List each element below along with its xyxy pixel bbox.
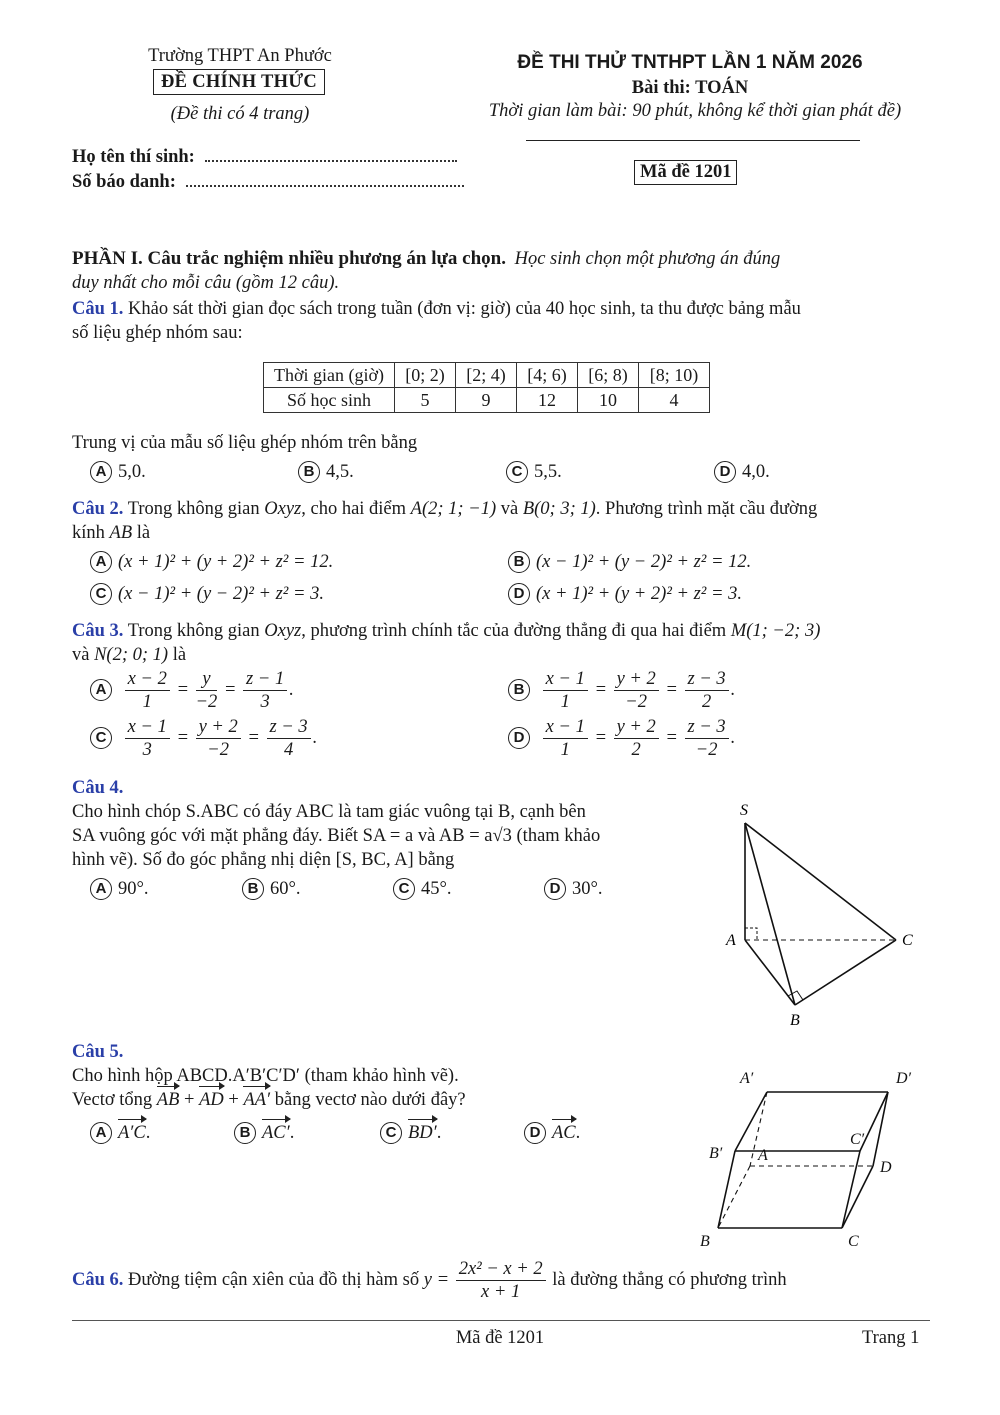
table-cell: 10 xyxy=(578,388,639,413)
q5-option-a[interactable]: A A′C. xyxy=(90,1121,150,1145)
table-cell: [2; 4) xyxy=(456,363,517,388)
footer-rule xyxy=(72,1320,930,1321)
q3-option-a[interactable]: A $\frac{x - 2}{1}$ = $\frac{y}{-2}$ = $\frac{z - 1}{3}$ . xyxy=(90,668,294,713)
part1-heading: PHẦN I. Câu trắc nghiệm nhiều phương án lựa chọn. Học sinh chọn một phương án đúng xyxy=(72,248,781,269)
student-name-field[interactable] xyxy=(205,160,457,162)
q2-option-a[interactable]: A (x + 1)² + (y + 2)² + z² = 12. xyxy=(90,550,333,574)
right-angle-a xyxy=(745,928,757,940)
pages-note: (Đề thi có 4 trang) xyxy=(170,104,310,124)
exam-subject: Bài thi: TOÁN xyxy=(631,78,749,98)
table-cell: [8; 10) xyxy=(639,363,710,388)
table-cell: [6; 8) xyxy=(578,363,639,388)
question-3: Câu 3. Trong không gian Oxyz, phương trình chính tắc của đường thẳng đi qua hai điểm M(1; −2; 3) và N(2; 0; 1) là xyxy=(72,621,821,665)
q5-option-b[interactable]: B AC′. xyxy=(234,1121,294,1145)
label-b: B xyxy=(790,1012,800,1029)
q3-option-d[interactable]: D $\frac{x - 1}{1}$ = $\frac{y + 2}{2}$ = $\frac{z - 3}{-2}$ . xyxy=(508,716,735,761)
q4-option-a[interactable]: A 90°. xyxy=(90,877,149,901)
q2-option-c[interactable]: C (x − 1)² + (y − 2)² + z² = 3. xyxy=(90,582,324,606)
q4-option-c[interactable]: C 45°. xyxy=(393,877,452,901)
q5-option-c[interactable]: C BD′. xyxy=(380,1121,441,1145)
table-cell: 9 xyxy=(456,388,517,413)
question-2: Câu 2. Trong không gian Oxyz, cho hai điểm A(2; 1; −1) và B(0; 3; 1). Phương trình mặt cầu đường kính AB là xyxy=(72,499,818,543)
student-name-row: Họ tên thí sinh: xyxy=(72,147,457,168)
table-cell: 4 xyxy=(639,388,710,413)
table-cell: [4; 6) xyxy=(517,363,578,388)
edge-bc xyxy=(795,940,896,1005)
question-4: Cho hình chóp S.ABC có đáy ABC là tam giác vuông tại B, cạnh bên SA vuông góc với mặt phẳng đáy. Biết SA = a và AB = a√3 (tham khảo hình vẽ). Số đo góc phẳng nhị diện [S, BC, A] bằng xyxy=(72,802,601,870)
table-header: Số học sinh xyxy=(264,388,395,413)
label-c: C xyxy=(902,932,913,949)
pyramid-figure xyxy=(700,795,940,1035)
question-1: Câu 1. Khảo sát thời gian đọc sách trong tuần (đơn vị: giờ) của 40 học sinh, ta thu được bảng mẫu số liệu ghép nhóm sau: xyxy=(72,299,801,343)
label-c: C xyxy=(848,1233,859,1250)
label-a: A xyxy=(758,1147,768,1164)
student-id-field[interactable] xyxy=(186,185,464,187)
q2-option-d[interactable]: D (x + 1)² + (y + 2)² + z² = 3. xyxy=(508,582,742,606)
question-4-label: Câu 4. xyxy=(72,778,124,798)
q1-question: Trung vị của mẫu số liệu ghép nhóm trên bằng xyxy=(72,433,418,453)
table-header: Thời gian (giờ) xyxy=(264,363,395,388)
label-b: B xyxy=(700,1233,710,1250)
table-cell: 12 xyxy=(517,388,578,413)
label-b-prime: B′ xyxy=(709,1145,723,1162)
question-5: Cho hình hộp ABCD.A′B′C′D′ (tham khảo hình vẽ). Vectơ tổng AB + AD + AA′ bằng vectơ nào dưới đây? xyxy=(72,1066,466,1110)
q1-option-b[interactable]: B 4,5. xyxy=(298,460,354,484)
table-cell: 5 xyxy=(395,388,456,413)
question-5-label: Câu 5. xyxy=(72,1042,124,1062)
label-a: A xyxy=(726,932,736,949)
school-name: Trường THPT An Phước xyxy=(148,46,332,66)
q4-option-d[interactable]: D 30°. xyxy=(544,877,603,901)
q1-option-d[interactable]: D 4,0. xyxy=(714,460,770,484)
label-d: D xyxy=(880,1159,892,1176)
q2-option-b[interactable]: B (x − 1)² + (y − 2)² + z² = 12. xyxy=(508,550,751,574)
question-6: Câu 6. Đường tiệm cận xiên của đồ thị hàm số y = $\frac{\text{2x² − x + 2}}{x + 1}$ là đường thẳng có phương trình xyxy=(72,1259,787,1302)
part1-instructions: duy nhất cho mỗi câu (gồm 12 câu). xyxy=(72,273,340,293)
footer-page-number: Trang 1 xyxy=(862,1328,920,1348)
q1-option-a[interactable]: A 5,0. xyxy=(90,460,146,484)
exam-title: ĐỀ THI THỬ TNTHPT LẦN 1 NĂM 2026 xyxy=(517,52,863,73)
edge-sb xyxy=(745,823,795,1005)
q3-option-c[interactable]: C $\frac{x - 1}{3}$ = $\frac{y + 2}{-2}$ = $\frac{z - 3}{4}$ . xyxy=(90,716,317,761)
label-d-prime: D′ xyxy=(896,1070,912,1087)
label-a-prime: A′ xyxy=(740,1070,754,1087)
label-s: S xyxy=(740,802,748,819)
official-badge: ĐỀ CHÍNH THỨC xyxy=(146,72,332,93)
label-c-prime: C′ xyxy=(850,1131,865,1148)
footer-exam-code: Mã đề 1201 xyxy=(455,1328,545,1348)
edge-sc xyxy=(745,823,896,940)
q1-option-c[interactable]: C 5,5. xyxy=(506,460,562,484)
q4-option-b[interactable]: B 60°. xyxy=(242,877,301,901)
student-id-row: Số báo danh: xyxy=(72,172,464,193)
header-divider xyxy=(526,140,860,141)
exam-code-box: Mã đề 1201 xyxy=(634,160,737,185)
parallelepiped-figure xyxy=(690,1060,940,1260)
q1-frequency-table xyxy=(263,362,710,413)
edge-ab xyxy=(745,940,795,1005)
exam-time-note: Thời gian làm bài: 90 phút, không kể thời gian phát đề) xyxy=(488,101,902,121)
q3-option-b[interactable]: B $\frac{x - 1}{1}$ = $\frac{y + 2}{-2}$ = $\frac{z - 3}{2}$ . xyxy=(508,668,735,713)
q5-option-d[interactable]: D AC. xyxy=(524,1121,580,1145)
table-cell: [0; 2) xyxy=(395,363,456,388)
